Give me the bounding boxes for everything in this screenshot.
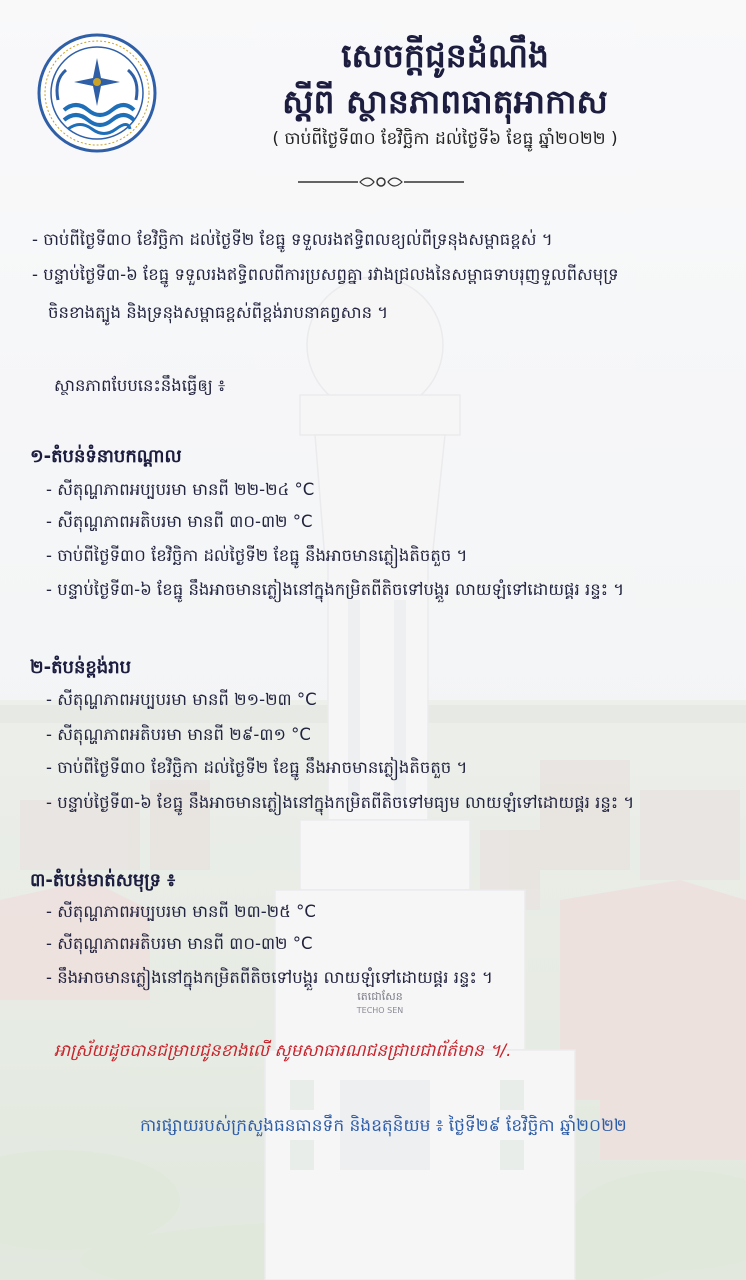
intro-line-3: ចិនខាងត្បូង និងទ្រនុងសម្ពាធខ្ពស់ពីខ្ពង់រាបនាគព្វសាន ។: [48, 303, 389, 322]
section-item: - ចាប់ពីថ្ងៃទី៣០ ខែវិច្ឆិកា ដល់ថ្ងៃទី២ ខែធ្នូ នឹងអាចមានភ្លៀងតិចតួច ។: [46, 546, 468, 565]
intro-line-1: - ចាប់ពីថ្ងៃទី៣០ ខែវិច្ឆិកា ដល់ថ្ងៃទី២ ខែធ្នូ ទទួលរងឥទ្ធិពលខ្យល់ពីទ្រនុងសម្ពាធខ្ពស់ ។: [32, 230, 553, 249]
ministry-seal-icon: [36, 30, 158, 156]
divider-ornament-icon: [298, 172, 464, 192]
section-item: - សីតុណ្ហភាពអប្បបរមា មានពី ២៣-២៥ °C: [46, 902, 316, 921]
page-subtitle: ស្ដីពី ស្ថានភាពធាតុអាកាស: [282, 82, 608, 121]
closing-notice: អាស្រ័យដូចបានជម្រាបជូនខាងលើ សូមសាធារណជនជ្រាបជាព័ត៌មាន ។/.: [54, 1041, 512, 1061]
section-item: - សីតុណ្ហភាពអតិបរមា មានពី ៣០-៣២ °C: [46, 934, 313, 953]
section-item: - នឹងអាចមានភ្លៀងនៅក្នុងកម្រិតពីតិចទៅបង្គួរ លាយឡំទៅដោយផ្គរ រន្ទះ ។: [46, 968, 493, 987]
page-title: សេចក្ដីជូនដំណឹង: [341, 36, 549, 75]
intro-lead: ស្ថានភាពបែបនេះនឹងធ្វើឲ្យ ៖: [54, 376, 226, 395]
section-item: - បន្ទាប់ថ្ងៃទី៣-៦ ខែធ្នូ នឹងអាចមានភ្លៀងនៅក្នុងកម្រិតពីតិចទៅមធ្យម លាយឡំទៅដោយផ្គរ រន្ទះ ។: [46, 793, 635, 812]
section-heading: ៣-តំបន់មាត់សមុទ្រ ៖: [30, 870, 176, 891]
section-heading: ២-តំបន់ខ្ពង់រាប: [30, 657, 132, 678]
section-item: - សីតុណ្ហភាពអតិបរមា មានពី ៣០-៣២ °C: [46, 512, 313, 531]
intro-line-2: - បន្ទាប់ថ្ងៃទី៣-៦ ខែធ្នូ ទទួលរងឥទ្ធិពលពីការប្រសព្វគ្នា រវាងជ្រលងនៃសម្ពាធទាបរុញទួលពីសមុទ្រ: [32, 265, 619, 284]
issuer-line: ការផ្សាយរបស់ក្រសួងធនធានទឹក និងឧតុនិយម ៖ ថ្ងៃទី២៩ ខែវិច្ឆិកា ឆ្នាំ២០២២: [140, 1116, 627, 1136]
section-item: - សីតុណ្ហភាពអតិបរមា មានពី ២៩-៣១ °C: [46, 725, 311, 744]
section-item: - បន្ទាប់ថ្ងៃទី៣-៦ ខែធ្នូ នឹងអាចមានភ្លៀងនៅក្នុងកម្រិតពីតិចទៅបង្គួរ លាយឡំទៅដោយផ្គរ រន្ទះ ។: [46, 580, 625, 599]
building-sign: តេជោសែន: [357, 990, 403, 1003]
building-sign-latin: TECHO SEN: [356, 1006, 404, 1015]
date-range: ( ចាប់ពីថ្ងៃទី៣០ ខែវិច្ឆិកា ដល់ថ្ងៃទី៦ ខែធ្នូ ឆ្នាំ២០២២ ): [272, 129, 618, 149]
section-heading: ១-តំបន់ទំនាបកណ្ដាល: [30, 446, 182, 467]
section-item: - ចាប់ពីថ្ងៃទី៣០ ខែវិច្ឆិកា ដល់ថ្ងៃទី២ ខែធ្នូ នឹងអាចមានភ្លៀងតិចតួច ។: [46, 758, 468, 777]
section-item: - សីតុណ្ហភាពអប្បបរមា មានពី ២១-២៣ °C: [46, 690, 317, 709]
section-item: - សីតុណ្ហភាពអប្បបរមា មានពី ២២-២៤ °C: [46, 480, 315, 499]
